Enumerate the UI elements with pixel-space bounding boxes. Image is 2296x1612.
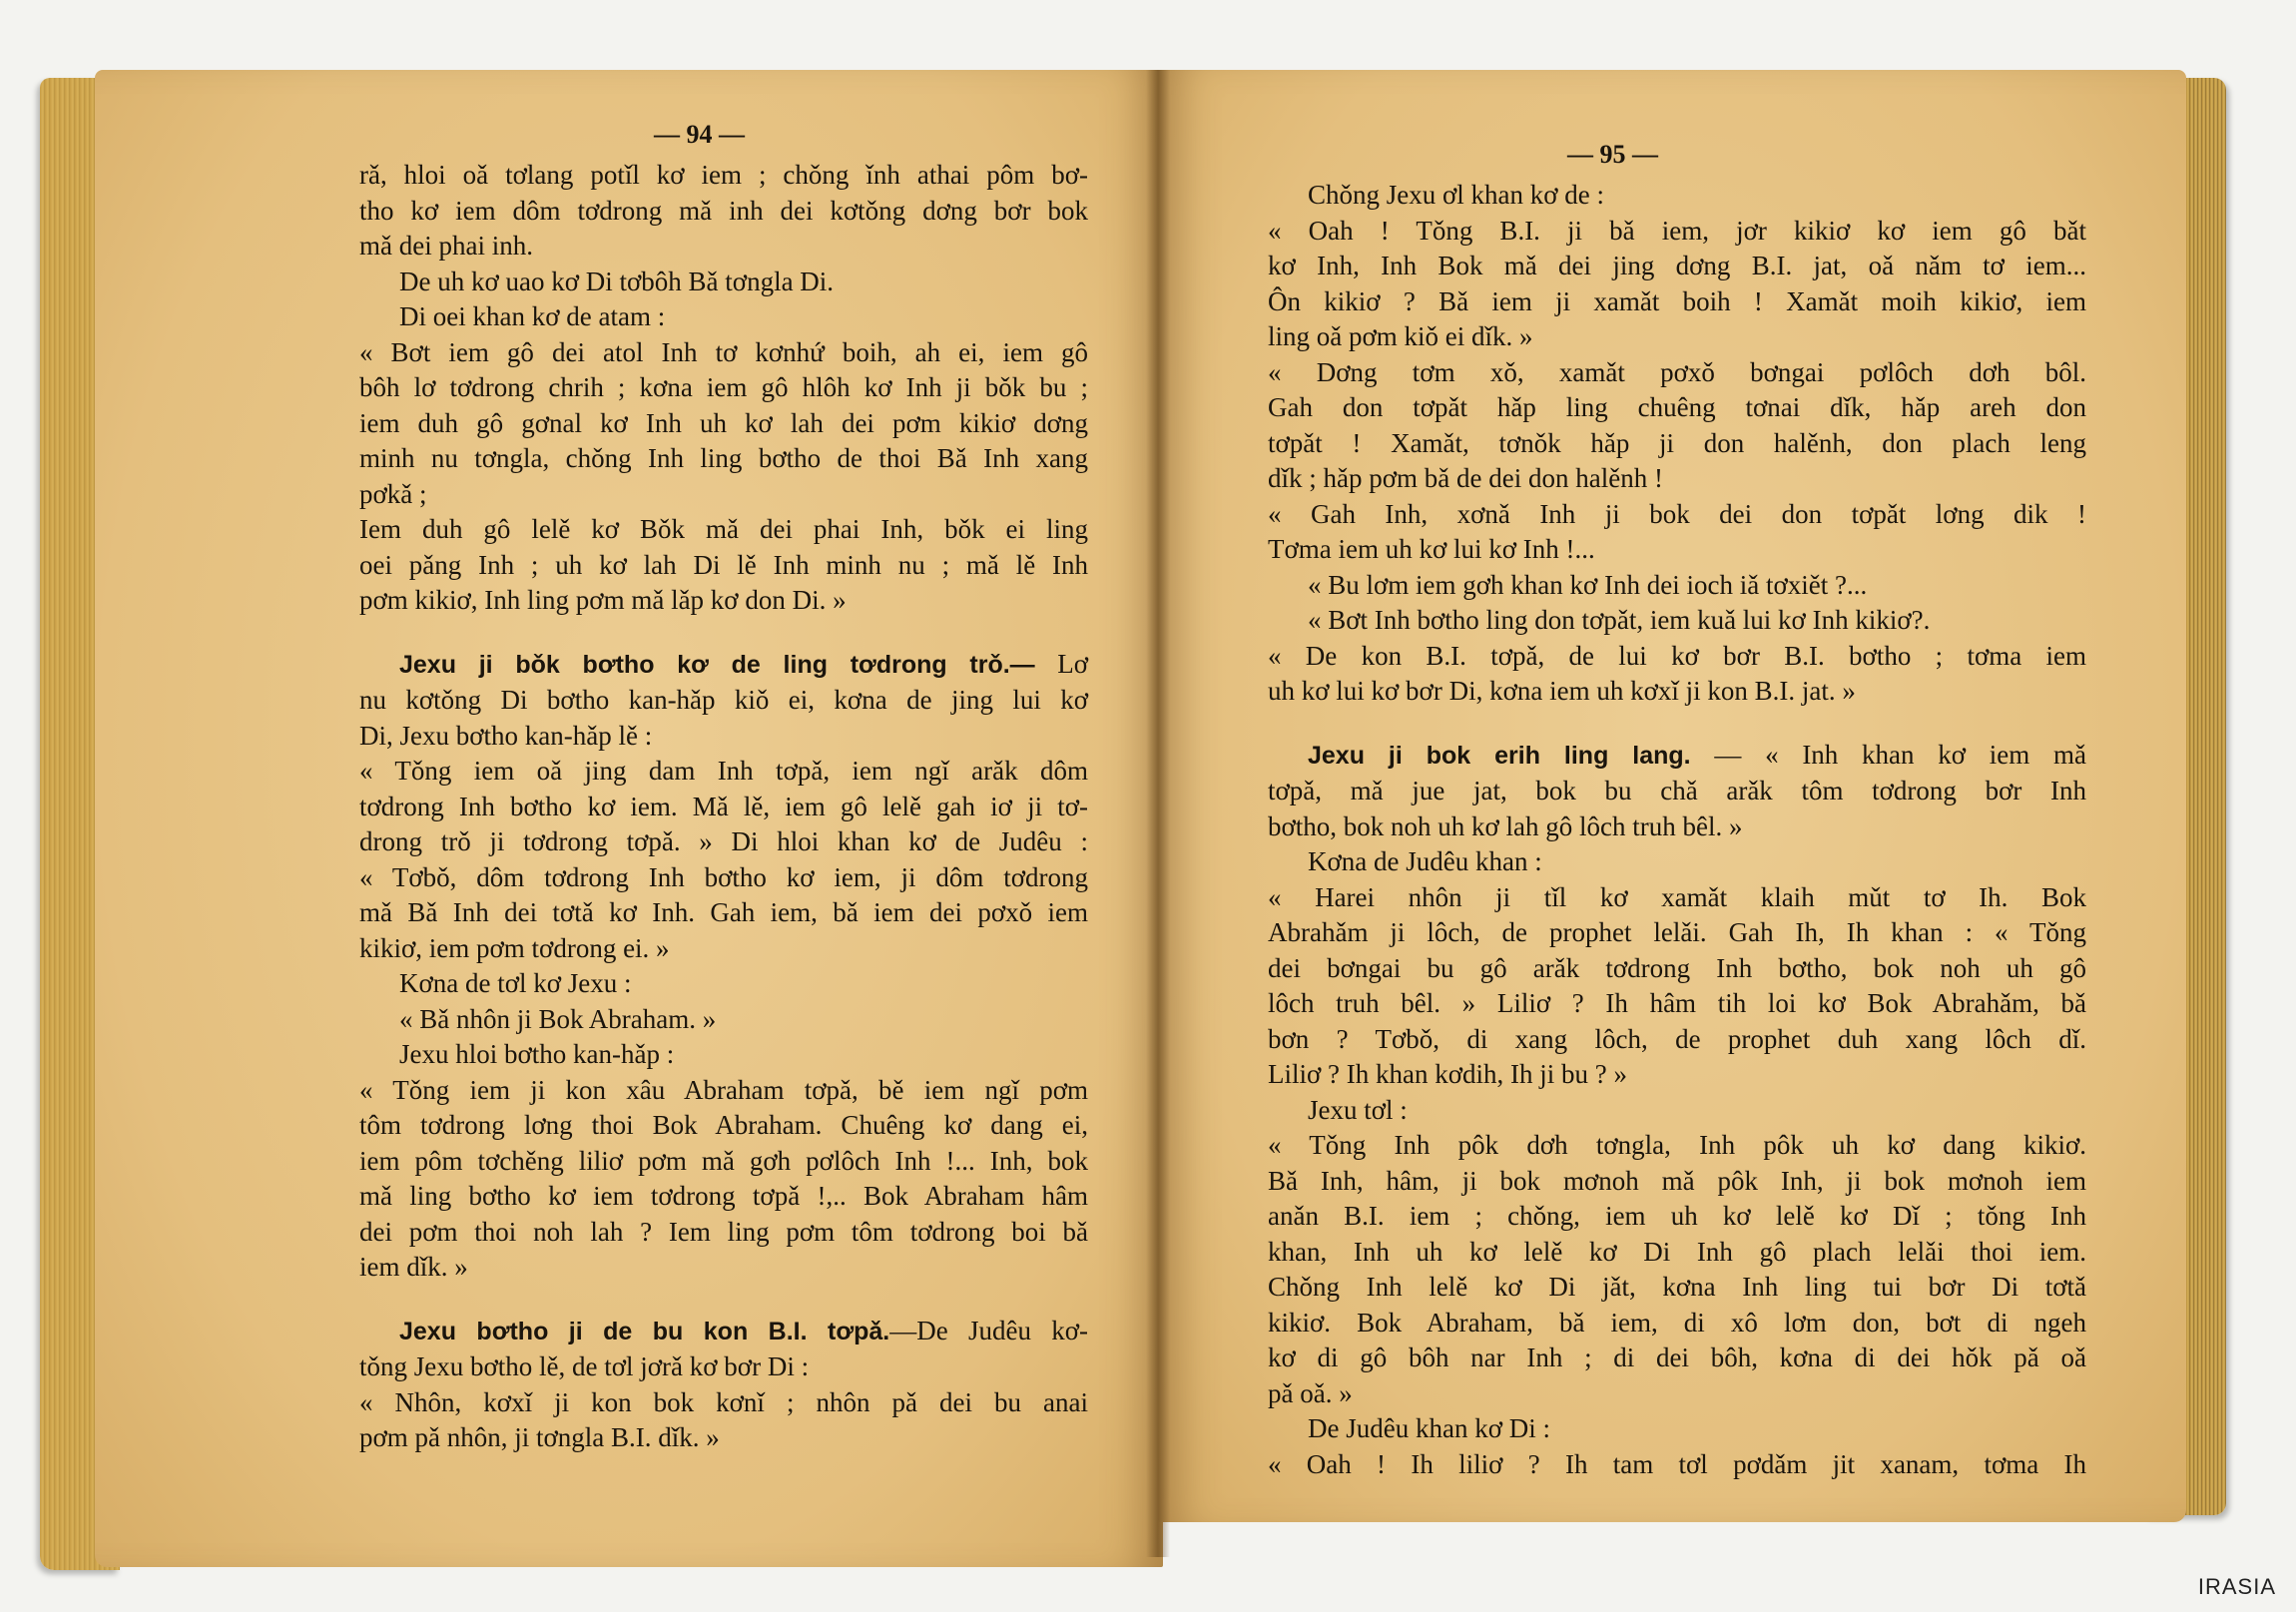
left-page <box>95 70 1163 1567</box>
line-text: tôm tơdrong lơng thoi Bok Abraham. Chuêng kơ dang ei, <box>359 1110 1088 1140</box>
text-line <box>1268 249 2086 284</box>
text-line <box>1268 1376 2086 1412</box>
text-line <box>1268 319 2086 355</box>
text-line <box>359 548 1088 584</box>
text-line <box>1268 355 2086 391</box>
text-line <box>1268 1306 2086 1342</box>
line-text: kơ Inh, Inh Bok mǎ dei jing dơng B.I. jat, oǎ nǎm tơ iem... <box>1268 251 2086 280</box>
line-text: mǎ ling bơtho kơ iem tơdrong tơpǎ !,.. Bok Abraham hâm <box>359 1181 1088 1211</box>
line-text: minh nu tơngla, chǒng Inh ling bơtho de thoi Bǎ Inh xang <box>359 443 1088 473</box>
text-line <box>359 647 1088 684</box>
text-line <box>359 860 1088 896</box>
text-line <box>1268 1235 2086 1271</box>
text-line <box>359 1108 1088 1144</box>
text-line <box>1268 1199 2086 1235</box>
text-line <box>1268 178 2086 214</box>
text-line <box>1268 497 2086 533</box>
text-line <box>1268 568 2086 604</box>
source-credit: IRASIA <box>2197 1574 2276 1599</box>
text-line <box>1268 214 2086 250</box>
text-line <box>359 1037 1088 1073</box>
line-text: Ôn kikiơ ? Bǎ iem ji xamǎt boih ! Xamǎt moih kikiơ, iem <box>1268 285 2086 316</box>
text-line <box>1268 880 2086 916</box>
text-line <box>359 1349 1088 1385</box>
text-line <box>1268 986 2086 1022</box>
line-text: Kơna de tơl kơ Jexu : <box>399 968 632 998</box>
text-line <box>1268 844 2086 880</box>
paragraph-gap <box>359 1286 1088 1314</box>
line-text: « De kon B.I. tơpǎ, de lui kơ bơr B.I. bơtho ; tơma iem <box>1268 640 2086 671</box>
line-text: Chǒng Inh lelě kơ Di jǎt, kơna Inh ling tui bơr Di tơtǎ <box>1268 1272 2086 1302</box>
text-line <box>359 1179 1088 1215</box>
line-text: pơm pǎ nhôn, ji tơngla B.I. dǐk. » <box>359 1422 720 1452</box>
line-text: dei pơm thoi noh lah ? Iem ling pơm tôm tơdrong boi bǎ <box>359 1216 1088 1247</box>
line-text: « Nhôn, kơxǐ ji kon bok kơnǐ ; nhôn pǎ dei bu anai <box>359 1386 1088 1417</box>
line-text: ling oǎ pơm kiǒ ei dǐk. » <box>1268 321 1533 351</box>
line-text: pơkǎ ; <box>359 478 427 509</box>
line-text: drong trǒ ji tơdrong tơpǎ. » Di hloi khan kơ de Judêu : <box>359 826 1088 856</box>
line-text: tơpǎ, mǎ jue jat, bok bu chǎ arǎk tôm tơdrong bơr Inh <box>1268 776 2086 806</box>
right-page-text <box>1268 178 2086 1482</box>
line-text: tơdrong Inh bơtho kơ iem. Mǎ lě, iem gô lelě gah iơ ji tơ- <box>359 791 1088 821</box>
line-text: « Tǒng iem ji kon xâu Abraham tơpǎ, bě iem ngǐ pơm <box>359 1074 1088 1105</box>
text-line <box>359 441 1088 477</box>
text-line <box>1268 915 2086 951</box>
line-text: Di, Jexu bơtho kan-hǎp lě : <box>359 720 653 751</box>
text-line <box>1268 1057 2086 1093</box>
text-line <box>359 265 1088 300</box>
text-line <box>359 370 1088 406</box>
line-text: kikiơ, iem pơm tơdrong ei. » <box>359 932 670 963</box>
text-line <box>1268 426 2086 462</box>
line-text: « Bǎ nhôn ji Bok Abraham. » <box>399 1003 717 1034</box>
line-text: Bǎ Inh, hâm, ji bok mơnoh mǎ pôk Inh, ji bok mơnoh iem <box>1268 1165 2086 1196</box>
book-gutter <box>1146 70 1170 1557</box>
line-text: « Oah ! Ih liliơ ? Ih tam tơl pơdǎm jit xanam, tơma Ih <box>1268 1448 2086 1479</box>
line-text: iem dǐk. » <box>359 1252 468 1282</box>
text-line <box>1268 284 2086 320</box>
line-text: tho kơ iem dôm tơdrong mǎ inh dei kơtǒng dơng bơr bok <box>359 195 1088 226</box>
section-heading: Jexu bơtho ji de bu kon B.I. tơpǎ. <box>399 1317 890 1345</box>
text-line <box>1268 390 2086 426</box>
line-text: — « Inh khan kơ iem mǎ <box>1690 739 2086 770</box>
text-line <box>359 229 1088 265</box>
section-heading: Jexu ji bok erih ling lang. <box>1308 741 1691 770</box>
text-line <box>1268 603 2086 639</box>
line-text: Gah don tơpǎt hǎp ling chuêng tơnai dǐk, hǎp areh don <box>1268 392 2086 422</box>
line-text: kikiơ. Bok Abraham, bǎ iem, di xô lơm don, bơt di ngeh <box>1268 1307 2086 1338</box>
text-line <box>359 1250 1088 1286</box>
line-text: « Tǒng iem oǎ jing dam Inh tơpǎ, iem ngǐ arǎk dôm <box>359 756 1088 786</box>
text-line <box>359 683 1088 719</box>
text-line <box>359 1314 1088 1350</box>
text-line <box>359 895 1088 931</box>
text-line <box>359 194 1088 230</box>
line-text: « Bu lơm iem gơh khan kơ Inh dei ioch iǎ tơxiět ?... <box>1308 569 1868 600</box>
text-line <box>359 1385 1088 1421</box>
line-text: « Dơng tơm xǒ, xamǎt pơxǒ bơngai pơlôch dơh bôl. <box>1268 356 2086 387</box>
line-text: Chǒng Jexu ơl khan kơ de : <box>1308 180 1605 210</box>
line-text: « Oah ! Tǒng B.I. ji bǎ iem, jơr kikiơ kơ iem gô bǎt <box>1268 215 2086 246</box>
line-text: dei bơngai bu gô arǎk tơdrong Inh bơtho, bok noh uh gô <box>1268 952 2086 983</box>
line-text: De Judêu khan kơ Di : <box>1308 1413 1550 1443</box>
right-page <box>1158 70 2186 1522</box>
text-line <box>1268 774 2086 809</box>
line-text: pơm kikiơ, Inh ling pơm mǎ lǎp kơ don Di. » <box>359 585 847 615</box>
line-text: « Tơbǒ, dôm tơdrong Inh bơtho kơ iem, ji dôm tơdrong <box>359 861 1088 892</box>
page-number-left: — 94 — <box>654 120 745 149</box>
section-heading: Jexu ji bǒk bơtho kơ de ling tơdrong trǒ.— <box>399 650 1035 679</box>
line-text: khan, Inh uh kơ lelě kơ Di Inh gô plach lelǎi thoi iem. <box>1268 1236 2086 1267</box>
line-text: iem pôm tơchěng liliơ pơm mǎ gơh pơlôch Inh !... Inh, bok <box>359 1145 1088 1176</box>
line-text: iem duh gô gơnal kơ Inh uh kơ lah dei pơm kikiơ dơng <box>359 407 1088 438</box>
line-text: tǒng Jexu bơtho lě, de tơl jơrǎ kơ bơr Di : <box>359 1351 810 1381</box>
line-text: Liliơ ? Ih khan kơdih, Ih ji bu ? » <box>1268 1059 1627 1089</box>
text-line <box>359 966 1088 1002</box>
text-line <box>1268 1341 2086 1376</box>
text-line <box>1268 1128 2086 1164</box>
paragraph-gap <box>1268 710 2086 738</box>
text-line <box>359 583 1088 619</box>
line-text: « Harei nhôn ji tǐl kơ xamǎt klaih mǔt tơ Ih. Bok <box>1268 881 2086 912</box>
line-text: —De Judêu kơ- <box>889 1315 1088 1345</box>
line-text: mǎ dei phai inh. <box>359 231 533 261</box>
text-line <box>359 158 1088 194</box>
paragraph-gap <box>359 619 1088 647</box>
text-line <box>1268 1270 2086 1306</box>
text-line <box>359 512 1088 548</box>
line-text: anǎn B.I. iem ; chǒng, iem uh kơ lelě kơ Dǐ ; tǒng Inh <box>1268 1201 2086 1231</box>
text-line <box>359 1073 1088 1109</box>
text-line <box>359 406 1088 442</box>
text-line <box>359 1002 1088 1038</box>
line-text: « Bơt Inh bơtho ling don tơpǎt, iem kuǎ lui kơ Inh kikiơ?. <box>1308 605 1931 635</box>
text-line <box>1268 809 2086 845</box>
line-text: « Gah Inh, xơnǎ Inh ji bok dei don tơpǎt lơng dik ! <box>1268 498 2086 529</box>
line-text: lôch truh bêl. » Liliơ ? Ih hâm tih loi kơ Bok Abrahǎm, bǎ <box>1268 988 2086 1018</box>
text-line <box>359 477 1088 513</box>
text-line <box>359 1420 1088 1456</box>
line-text: Abrahǎm ji lôch, de prophet lelǎi. Gah Ih, Ih khan : « Tǒng <box>1268 917 2086 947</box>
text-line <box>359 299 1088 335</box>
text-line <box>359 719 1088 755</box>
line-text: dǐk ; hǎp pơm bǎ de dei don halěnh ! <box>1268 463 1663 493</box>
line-text: tơpǎt ! Xamǎt, tơnǒk hǎp ji don halěnh, don plach leng <box>1268 427 2086 458</box>
line-text: mǎ Bǎ Inh dei tơtǎ kơ Inh. Gah iem, bǎ iem dei pơxǒ iem <box>359 897 1088 927</box>
text-line <box>359 335 1088 371</box>
text-line <box>1268 951 2086 987</box>
text-line <box>1268 1022 2086 1058</box>
left-page-text <box>359 158 1088 1456</box>
line-text: Di oei khan kơ de atam : <box>399 301 666 331</box>
line-text: Kơna de Judêu khan : <box>1308 846 1542 876</box>
text-line <box>359 790 1088 825</box>
text-line <box>1268 532 2086 568</box>
line-text: « Tǒng Inh pôk dơh tơngla, Inh pôk uh kơ dang kikiơ. <box>1268 1130 2086 1160</box>
line-text: pǎ oǎ. » <box>1268 1377 1353 1408</box>
line-text: De uh kơ uao kơ Di tơbôh Bǎ tơngla Di. <box>399 266 835 296</box>
text-line <box>1268 461 2086 497</box>
line-text: Jexu hloi bơtho kan-hǎp : <box>399 1039 675 1069</box>
line-text: rǎ, hloi oǎ tơlang potǐl kơ iem ; chǒng ǐnh athai pôm bơ- <box>359 160 1088 190</box>
line-text: bôh lơ tơdrong chrih ; kơna iem gô hlôh kơ Inh ji bǒk bu ; <box>359 372 1088 402</box>
line-text: nu kơtǒng Di bơtho kan-hǎp kiǒ ei, kơna de jing lui kơ <box>359 685 1088 715</box>
line-text: « Bơt iem gô dei atol Inh tơ kơnhứ boih, ah ei, iem gô <box>359 336 1088 367</box>
text-line <box>359 1144 1088 1180</box>
text-line <box>1268 1093 2086 1129</box>
line-text: Iem duh gô lelě kơ Bǒk mǎ dei phai Inh, bǒk ei ling <box>359 514 1088 544</box>
text-line <box>1268 1447 2086 1483</box>
text-line <box>1268 738 2086 775</box>
text-line <box>359 1215 1088 1251</box>
page-number-right: — 95 — <box>1567 140 1658 169</box>
line-text: oei pǎng Inh ; uh kơ lah Di lě Inh minh nu ; mǎ lě Inh <box>359 549 1088 580</box>
line-text: Lơ <box>1034 648 1088 679</box>
text-line <box>1268 1411 2086 1447</box>
text-line <box>359 824 1088 860</box>
line-text: uh kơ lui kơ bơr Di, kơna iem uh kơxǐ ji kon B.I. jat. » <box>1268 676 1856 706</box>
text-line <box>359 931 1088 967</box>
text-line <box>1268 1164 2086 1200</box>
line-text: bơtho, bok noh uh kơ lah gô lôch truh bêl. » <box>1268 810 1743 841</box>
line-text: Tơma iem uh kơ lui kơ Inh !... <box>1268 534 1595 564</box>
line-text: Jexu tơl : <box>1308 1094 1408 1125</box>
text-line <box>1268 639 2086 675</box>
text-line <box>1268 674 2086 710</box>
line-text: kơ di gô bôh nar Inh ; di dei bôh, kơna di dei hǒk pǎ oǎ <box>1268 1343 2086 1372</box>
line-text: bơn ? Tơbǒ, di xang lôch, de prophet duh xang lôch dǐ. <box>1268 1023 2086 1054</box>
text-line <box>359 754 1088 790</box>
